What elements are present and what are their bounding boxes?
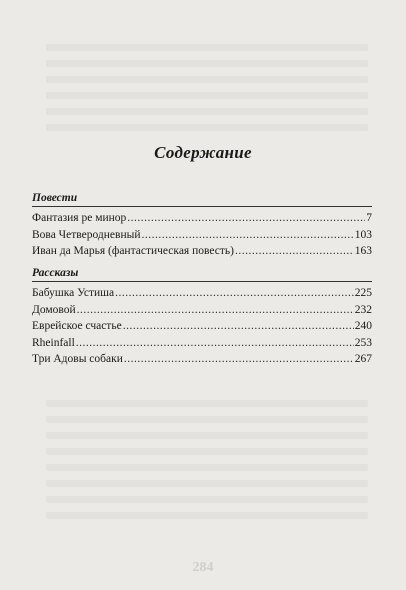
- leader-dots: [235, 243, 354, 260]
- entry-page: 7: [366, 212, 372, 224]
- bleed-line: [46, 124, 368, 131]
- toc-entry[interactable]: [32, 285, 372, 302]
- entry-page: 163: [354, 245, 372, 257]
- toc-entry[interactable]: [32, 318, 372, 335]
- bleed-line: [46, 76, 368, 83]
- entry-title: Еврейское счастье: [32, 320, 122, 332]
- entry-title: Вова Четверодневный: [32, 228, 141, 241]
- toc-section-stories: [32, 266, 372, 368]
- toc-entry[interactable]: [32, 335, 372, 352]
- toc-entry[interactable]: [32, 302, 372, 319]
- toc-entry[interactable]: [32, 351, 372, 368]
- entry-page: 232: [354, 303, 372, 316]
- bleed-line: [46, 92, 368, 99]
- toc-entry[interactable]: [32, 227, 372, 244]
- leader-dots: [142, 227, 354, 244]
- leader-dots: [124, 351, 354, 368]
- leader-dots: [115, 285, 354, 302]
- bleed-line: [46, 416, 368, 423]
- entry-page: 225: [354, 287, 372, 299]
- bleed-line: [46, 60, 368, 67]
- toc-title: Содержание: [154, 143, 252, 162]
- bleed-line: [46, 448, 368, 455]
- bleed-line: [46, 108, 368, 115]
- entry-page: 253: [354, 336, 372, 349]
- entry-page: 267: [354, 353, 372, 365]
- entry-title: Три Адовы собаки: [32, 353, 123, 365]
- bleed-line: [46, 464, 368, 471]
- toc-entry[interactable]: [32, 243, 372, 260]
- leader-dots: [127, 210, 365, 227]
- page-number: 284: [192, 560, 214, 575]
- section-heading: Рассказы: [32, 266, 372, 282]
- entry-title: Фантазия ре минор: [32, 212, 127, 224]
- entry-title: Иван да Марья (фантастическая повесть): [32, 245, 234, 257]
- toc-entry[interactable]: [32, 210, 372, 227]
- bleed-line: [46, 512, 368, 519]
- leader-dots: [123, 318, 354, 335]
- toc-section-novellas: [32, 191, 372, 260]
- bleed-line: [46, 496, 368, 503]
- bleed-line: [46, 432, 368, 439]
- bleed-line: [46, 44, 368, 51]
- entry-title: Бабушка Устиша: [32, 287, 115, 299]
- entry-page: 103: [354, 228, 372, 241]
- leader-dots: [76, 335, 354, 352]
- bleed-line: [46, 480, 368, 487]
- leader-dots: [77, 302, 354, 319]
- bleed-line: [46, 400, 368, 407]
- entry-page: 240: [354, 320, 372, 332]
- entry-title: Rheinfall: [32, 336, 75, 349]
- section-heading: Повести: [32, 191, 372, 207]
- entry-title: Домовой: [32, 303, 76, 316]
